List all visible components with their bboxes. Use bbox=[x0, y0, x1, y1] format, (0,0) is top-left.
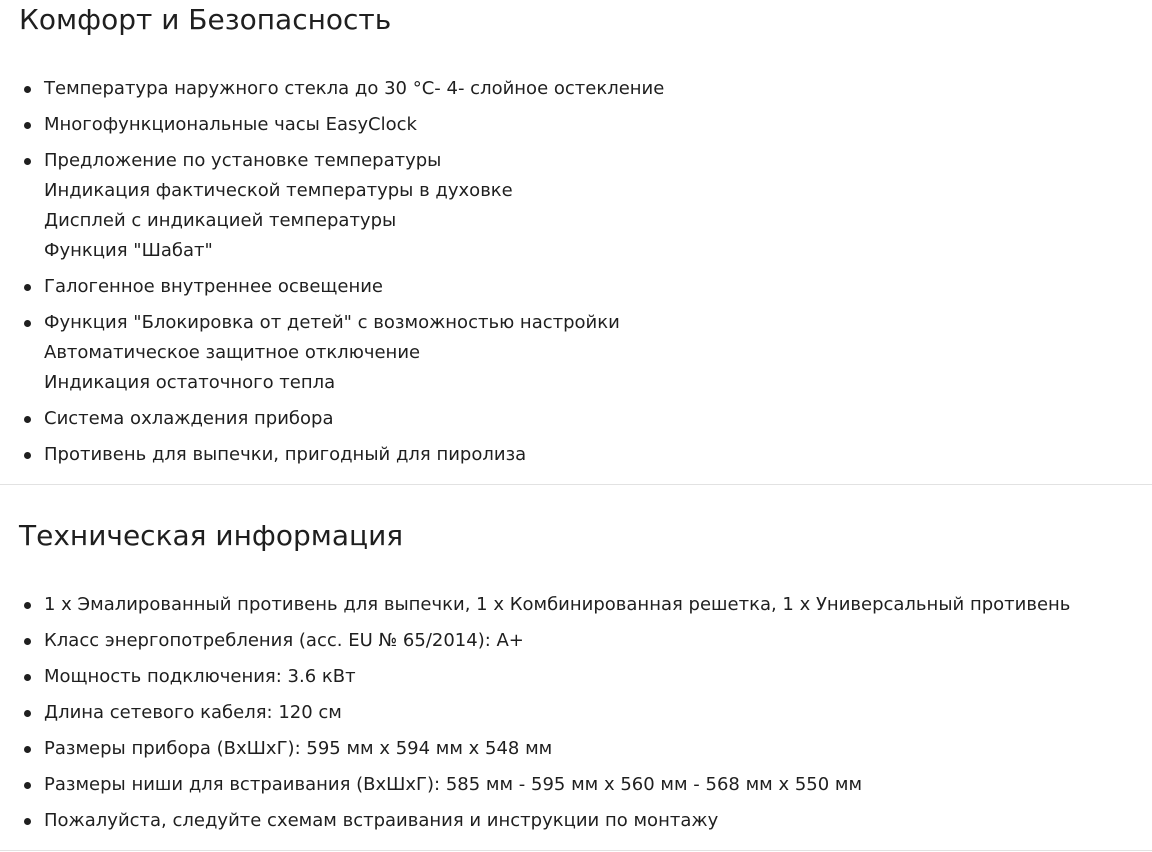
comfort-features-list bbox=[0, 74, 1152, 476]
comfort-section-title: Комфорт и Безопасность bbox=[19, 3, 392, 36]
list-item-text: Размеры ниши для встраивания (ВхШхГ): 585 мм - 595 мм x 560 мм - 568 мм x 550 мм bbox=[44, 774, 863, 795]
bottom-divider bbox=[0, 850, 1152, 851]
list-item-text: Индикация остаточного тепла bbox=[44, 372, 336, 393]
list-item-text: Размеры прибора (ВхШхГ): 595 мм x 594 мм x 548 мм bbox=[44, 738, 553, 759]
list-item bbox=[0, 272, 1152, 302]
list-item bbox=[0, 308, 1152, 398]
list-item bbox=[0, 662, 1152, 692]
list-item bbox=[0, 698, 1152, 728]
technical-section-title: Техническая информация bbox=[19, 519, 404, 552]
list-item bbox=[0, 146, 1152, 266]
list-item-text: Многофункциональные часы EasyClock bbox=[44, 114, 417, 135]
list-item-text: Автоматическое защитное отключение bbox=[44, 342, 421, 363]
list-item bbox=[0, 770, 1152, 800]
list-item-text: Пожалуйста, следуйте схемам встраивания и инструкции по монтажу bbox=[44, 810, 719, 831]
list-item-text: Функция "Шабат" bbox=[44, 240, 213, 261]
list-item-text: Система охлаждения прибора bbox=[44, 408, 334, 429]
list-item bbox=[0, 734, 1152, 764]
list-item bbox=[0, 404, 1152, 434]
list-item-text: Галогенное внутреннее освещение bbox=[44, 276, 383, 297]
list-item-text: Класс энергопотребления (acc. EU № 65/2014): A+ bbox=[44, 630, 524, 651]
list-item-text: 1 x Эмалированный противень для выпечки, 1 x Комбинированная решетка, 1 x Универсальный противень bbox=[44, 594, 1071, 615]
list-item bbox=[0, 110, 1152, 140]
list-item-text: Противень для выпечки, пригодный для пиролиза bbox=[44, 444, 527, 465]
list-item-text: Дисплей с индикацией температуры bbox=[44, 210, 397, 231]
list-item-text: Функция "Блокировка от детей" с возможностью настройки bbox=[44, 312, 620, 333]
list-item bbox=[0, 626, 1152, 656]
list-item bbox=[0, 440, 1152, 470]
list-item bbox=[0, 74, 1152, 104]
list-item bbox=[0, 806, 1152, 836]
list-item-text: Мощность подключения: 3.6 кВт bbox=[44, 666, 356, 687]
list-item-text: Температура наружного стекла до 30 °C- 4- слойное остекление bbox=[44, 78, 665, 99]
section-divider bbox=[0, 484, 1152, 485]
list-item bbox=[0, 590, 1152, 620]
list-item-text: Индикация фактической температуры в духовке bbox=[44, 180, 513, 201]
technical-specs-list bbox=[0, 590, 1152, 842]
list-item-text: Длина сетевого кабеля: 120 см bbox=[44, 702, 342, 723]
list-item-text: Предложение по установке температуры bbox=[44, 150, 442, 171]
